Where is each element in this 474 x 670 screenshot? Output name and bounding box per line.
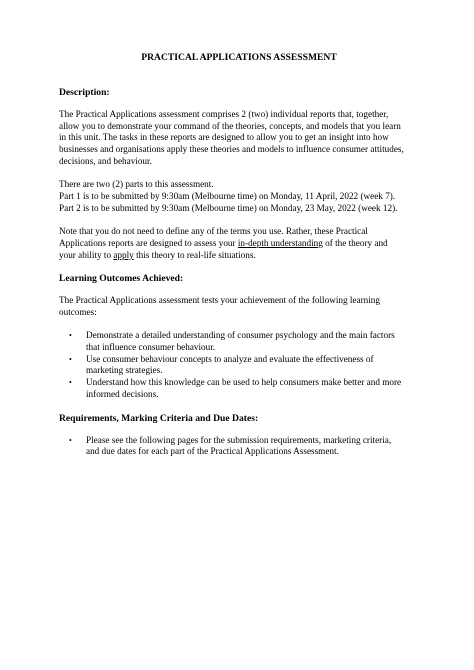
text-line: and due dates for each part of the Practical Applications Assessment.	[86, 446, 339, 457]
list-item	[59, 377, 419, 401]
outcomes-intro	[59, 295, 419, 319]
text-line: Note that you do not need to define any of the terms you use. Rather, these Practical	[59, 226, 368, 237]
text-run: Applications reports are designed to assess your	[59, 237, 238, 248]
bullet-icon: •	[69, 378, 72, 388]
outcomes-heading: Learning Outcomes Achieved:	[59, 273, 184, 285]
text-line: Please see the following pages for the submission requirements, marketing criteria,	[86, 434, 392, 445]
text-line: allow you to demonstrate your command of the theories, concepts, and models that you learn	[59, 120, 401, 131]
text-line: businesses and organisations apply these theories and models to influence consumer attitudes,	[59, 144, 404, 155]
note-paragraph	[59, 226, 419, 261]
text-run: of the theory and	[322, 237, 388, 248]
text-line	[59, 238, 419, 250]
bullet-icon: •	[69, 435, 72, 445]
list-item	[59, 354, 419, 378]
text-line: The Practical Applications assessment comprises 2 (two) individual reports that, together,	[59, 108, 389, 119]
list-item	[59, 330, 419, 354]
part2-due: Part 2 is to be submitted by 9:30am (Melbourne time) on Monday, 23 May, 2022 (week 12).	[59, 202, 398, 213]
list-item	[59, 435, 419, 459]
parts-intro: There are two (2) parts to this assessment.	[59, 179, 214, 190]
text-line: The Practical Applications assessment tests your achievement of the following learning	[59, 294, 380, 305]
part1-due: Part 1 is to be submitted by 9:30am (Melbourne time) on Monday, 11 April, 2022 (week 7).	[59, 191, 396, 202]
text-run: this theory to real-life situations.	[133, 249, 256, 260]
underlined-text: apply	[113, 249, 134, 260]
text-line: that influence consumer behaviour.	[86, 341, 216, 352]
outcomes-list	[59, 330, 419, 401]
text-line: decisions, and behaviour.	[59, 155, 152, 166]
text-line: Use consumer behaviour concepts to analyze and evaluate the effectiveness of	[86, 353, 374, 364]
bullet-icon: •	[69, 354, 72, 364]
text-line: outcomes:	[59, 306, 97, 317]
text-line: marketing strategies.	[86, 365, 163, 376]
parts-paragraph	[59, 179, 419, 214]
text-line: informed decisions.	[86, 388, 159, 399]
description-heading: Description:	[59, 87, 110, 98]
text-line: Understand how this knowledge can be used to help consumers make better and more	[86, 377, 402, 388]
document-title: PRACTICAL APPLICATIONS ASSESSMENT	[141, 52, 337, 63]
text-line: in this unit. The tasks in these reports are designed to allow you to get an insight into how	[59, 132, 389, 143]
document-page	[59, 52, 419, 469]
underlined-text: in-depth understanding	[237, 237, 323, 248]
description-paragraph	[59, 109, 419, 168]
requirements-list	[59, 435, 419, 459]
bullet-icon: •	[69, 330, 72, 340]
text-run: your ability to	[59, 249, 114, 260]
requirements-heading: Requirements, Marking Criteria and Due Dates:	[59, 412, 259, 424]
text-line: Demonstrate a detailed understanding of consumer psychology and the main factors	[86, 329, 395, 340]
text-line	[59, 250, 419, 262]
